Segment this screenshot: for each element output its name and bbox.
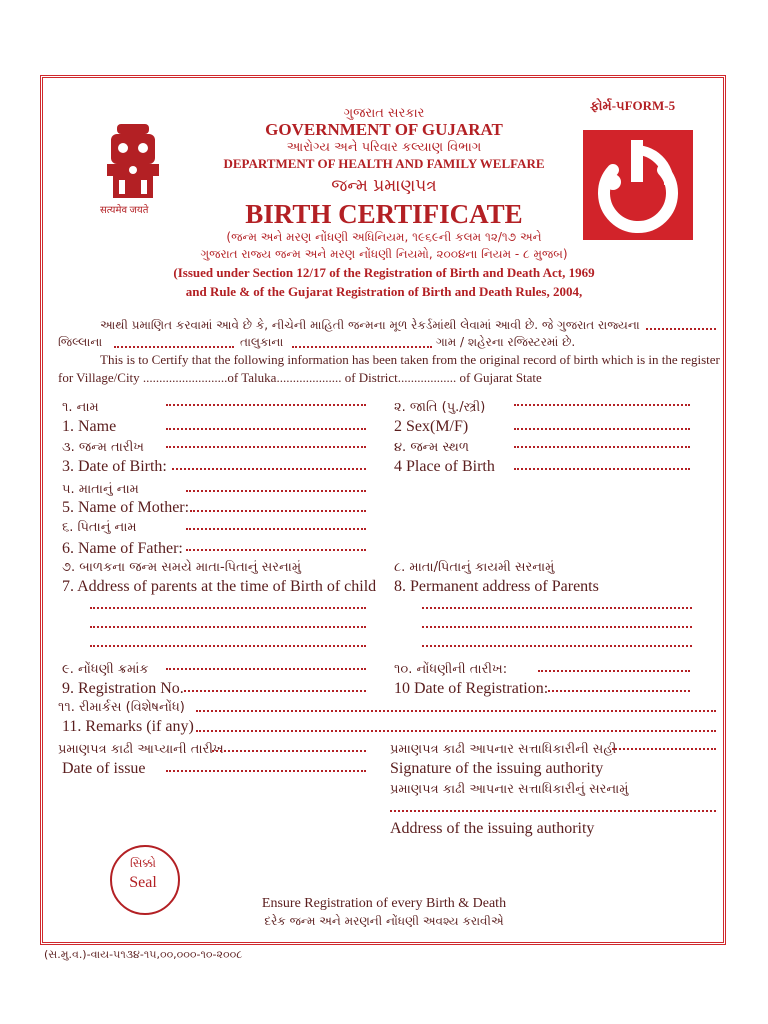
act-reference-en-2: and Rule & of the Gujarat Registration of Birth and Death Rules, 2004, [185,284,583,299]
department-gu: આરોગ્ય અને પરિવાર કલ્યાણ વિભાગ [286,140,482,155]
act-reference-en-1: (Issued under Section 12/17 of the Registration of Birth and Death Act, 1969 [173,265,595,280]
field-5-label-gu: ૫. માતાનું નામ [62,482,139,497]
ensure-registration-text: Ensure Registration of every Birth & Death [261,896,507,911]
registration-number-field[interactable] [184,690,366,692]
field-11-label-gu: ૧૧. રીમાર્કસ (વિશેષનોંધ) [58,700,185,715]
birth-address-line-2[interactable] [90,626,366,628]
seal-label-gu: સિક્કો [129,856,156,870]
certify-text-en-1: This is to Certify that the following information has been taken from the original record of birth which is in the register [100,352,720,367]
field-5-label: 5. Name of Mother: [62,499,190,516]
sex-field[interactable] [514,428,690,430]
authority-address-field[interactable] [390,810,716,812]
certify-text-en-2: for Village/City ..........................of Taluka.................... of District.................. of Gujarat State [58,370,542,385]
father-name-field[interactable] [186,549,366,551]
certify-blank [646,328,716,330]
issue-date-label: Date of issue [62,760,146,777]
issue-date-label-gu: પ્રમાણપત્ર કાઢી આપ્યાની તારીખ [58,742,224,757]
mother-name-field[interactable] [190,510,366,512]
emblem-motto: सत्यमेव जयते [100,205,149,216]
field-3-label-gu: ૩. જન્મ તારીખ [62,440,144,455]
signature-field[interactable] [612,748,716,750]
signature-label: Signature of the issuing authority [390,760,604,777]
field-2-label: 2 Sex(M/F) [394,418,469,435]
district-blank [114,346,234,348]
permanent-address-line-3[interactable] [422,645,692,647]
signature-label-gu: પ્રમાણપત્ર કાઢી આપનાર સત્તાધિકારીની સહી [390,742,617,757]
certificate-title-gu: જન્મ પ્રમાણપત્ર [331,176,437,196]
field-11-label: 11. Remarks (if any) [62,718,194,735]
authority-address-label: Address of the issuing authority [390,820,595,837]
field-6-label: 6. Name of Father: [62,540,183,557]
field-1-label: 1. Name [62,418,117,435]
field-10-label-gu: ૧૦. નોંધણીની તારીખ: [394,662,508,677]
department-title: DEPARTMENT OF HEALTH AND FAMILY WELFARE [223,156,545,171]
certify-text-gu-1: આથી પ્રમાણિત કરવામાં આવે છે કે, નીચેની માહિતી જન્મના મૂળ રેકર્ડમાંથી લેવામાં આવી છે. જે ગુજરાત રાજ્યના [100,318,640,332]
field-6-label-gu: ૬. પિતાનું નામ [62,520,137,535]
print-code: (સ.મુ.વ.)-વાય-૫૧૩૪-૧૫,૦૦,૦૦૦-૧૦-૨૦૦૮ [44,948,243,961]
seal-label: Seal [129,874,157,891]
field-10-label: 10 Date of Registration: [394,680,549,697]
registration-date-field[interactable] [548,690,690,692]
certify-taluka-gu: તાલુકાના [240,335,284,349]
birth-address-line-1[interactable] [90,607,366,609]
issue-date-field[interactable] [166,770,366,772]
field-7-label: 7. Address of parents at the time of Birth of child [62,578,377,595]
permanent-address-line-1[interactable] [422,607,692,609]
field-3-label: 3. Date of Birth: [62,458,167,475]
field-8-label-gu: ૮. માતા/પિતાનું કાયમી સરનામું [394,560,555,575]
field-1-label-gu: ૧. નામ [62,400,99,415]
field-4-label-gu: ૪. જન્મ સ્થળ [394,440,469,455]
act-reference-gu-1: (જન્મ અને મરણ નોંધણી અધિનિયમ, ૧૯૬૯ની કલમ ૧૨/૧૭ અને [226,230,542,244]
name-field[interactable] [166,428,366,430]
remarks-field[interactable] [196,730,716,732]
state-name-gu: ગુજરાત સરકાર [343,106,425,121]
birth-address-line-3[interactable] [90,645,366,647]
government-title: GOVERNMENT OF GUJARAT [265,120,503,139]
certify-register-gu: ગામ / શહેરના રજિસ્ટરમાં છે. [436,335,576,349]
taluka-blank [292,346,432,348]
field-8-label: 8. Permanent address of Parents [394,578,599,595]
date-of-birth-field[interactable] [172,468,366,470]
certify-district-gu: જિલ્લાના [58,335,103,349]
form-number: ફોર્મ-૫FORM-5 [590,98,676,113]
authority-address-label-gu: પ્રમાણપત્ર કાઢી આપનાર સત્તાધિકારીનું સરનામું [390,782,629,797]
field-7-label-gu: ૭. બાળકના જન્મ સમયે માતા-પિતાનું સરનામું [62,560,302,575]
field-2-label-gu: ૨. જાતિ (પુ./સ્ત્રી) [394,400,486,415]
field-9-label-gu: ૯. નોંધણી ક્રમાંક [62,662,149,677]
field-9-label: 9. Registration No. [62,680,184,697]
place-of-birth-field[interactable] [514,468,690,470]
certificate-title: BIRTH CERTIFICATE [245,199,523,229]
field-4-label: 4 Place of Birth [394,458,495,475]
ensure-registration-text-gu: દરેક જન્મ અને મરણની નોંધણી અવશ્ય કરાવીએ [264,914,504,928]
permanent-address-line-2[interactable] [422,626,692,628]
act-reference-gu-2: ગુજરાત રાજ્ય જન્મ અને મરણ નોંધણી નિયમો, ૨૦૦૪ના નિયમ - ૮ મુજબ) [200,247,568,261]
